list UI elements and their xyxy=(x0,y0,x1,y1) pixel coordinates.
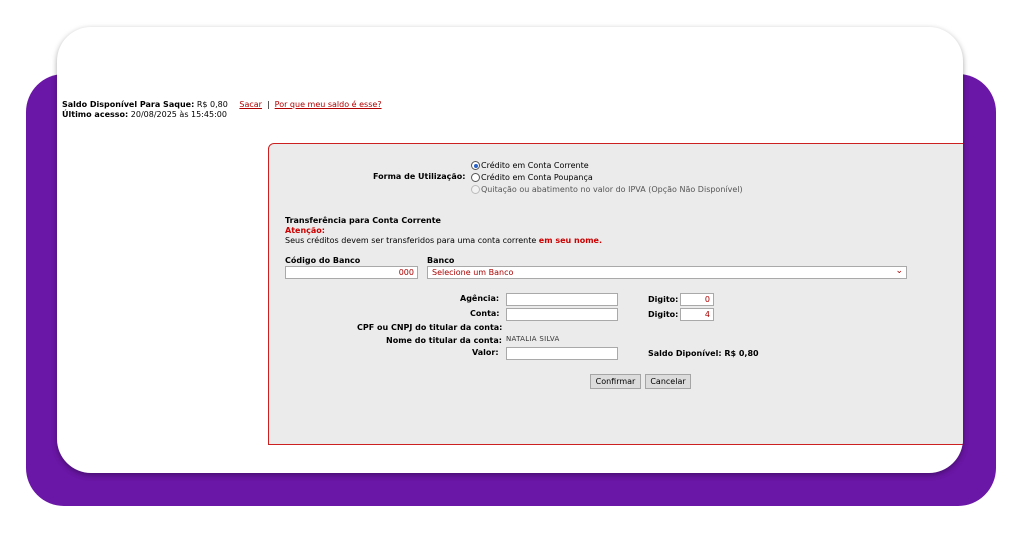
account-label: Conta: xyxy=(470,309,500,318)
available-balance-label: Saldo Diponível: R$ 0,80 xyxy=(648,349,759,358)
bank-select-value: Selecione um Banco xyxy=(432,268,514,277)
notice-text xyxy=(285,236,602,245)
usage-label: Forma de Utilização: xyxy=(373,172,466,181)
cpf-label: CPF ou CNPJ do titular da conta: xyxy=(357,323,503,332)
bank-code-input[interactable]: 000 xyxy=(285,266,418,279)
account-digit-label: Digito: xyxy=(648,310,679,319)
balance-value: R$ 0,80 xyxy=(196,100,228,109)
option-checking-account-label: Crédito em Conta Corrente xyxy=(481,161,589,170)
notice-main-text: Seus créditos devem ser transferidos para uma conta corrente xyxy=(285,236,539,245)
option-ipva-label: Quitação ou abatimento no valor do IPVA (Opção Não Disponível) xyxy=(481,185,743,194)
bank-select[interactable] xyxy=(427,266,907,279)
bank-label: Banco xyxy=(427,256,455,265)
holder-label: Nome do titular da conta: xyxy=(386,336,502,345)
option-savings-account-label: Crédito em Conta Poupança xyxy=(481,173,593,182)
cancel-button[interactable]: Cancelar xyxy=(645,374,691,389)
chevron-down-icon: ⌄ xyxy=(895,266,903,276)
holder-value: NATALIA SILVA xyxy=(506,335,560,343)
link-separator: | xyxy=(266,100,270,109)
withdraw-link[interactable]: Sacar xyxy=(239,100,262,109)
agency-label: Agência: xyxy=(460,294,500,303)
last-access-label: Último acesso: xyxy=(62,110,129,119)
account-input[interactable] xyxy=(506,308,618,321)
transfer-panel xyxy=(268,143,963,445)
section-title: Transferência para Conta Corrente xyxy=(285,216,441,225)
radio-ipva-disabled xyxy=(471,185,480,194)
attention-label: Atenção: xyxy=(285,226,325,235)
balance-header xyxy=(62,100,382,120)
notice-highlight: em seu nome xyxy=(538,236,599,245)
screenshot-card xyxy=(57,27,963,473)
agency-digit-input[interactable]: 0 xyxy=(680,293,714,306)
radio-checking-account[interactable] xyxy=(471,161,480,170)
bank-code-label: Código do Banco xyxy=(285,256,361,265)
agency-digit-label: Digito: xyxy=(648,295,679,304)
radio-savings-account[interactable] xyxy=(471,173,480,182)
value-input[interactable] xyxy=(506,347,618,360)
agency-input[interactable] xyxy=(506,293,618,306)
value-label: Valor: xyxy=(472,348,499,357)
confirm-button[interactable]: Confirmar xyxy=(590,374,641,389)
notice-end: . xyxy=(598,236,603,245)
balance-label: Saldo Disponível Para Saque: xyxy=(62,100,195,109)
why-balance-link[interactable]: Por que meu saldo é esse? xyxy=(274,100,382,109)
account-digit-input[interactable]: 4 xyxy=(680,308,714,321)
last-access-value: 20/08/2025 às 15:45:00 xyxy=(130,110,227,119)
